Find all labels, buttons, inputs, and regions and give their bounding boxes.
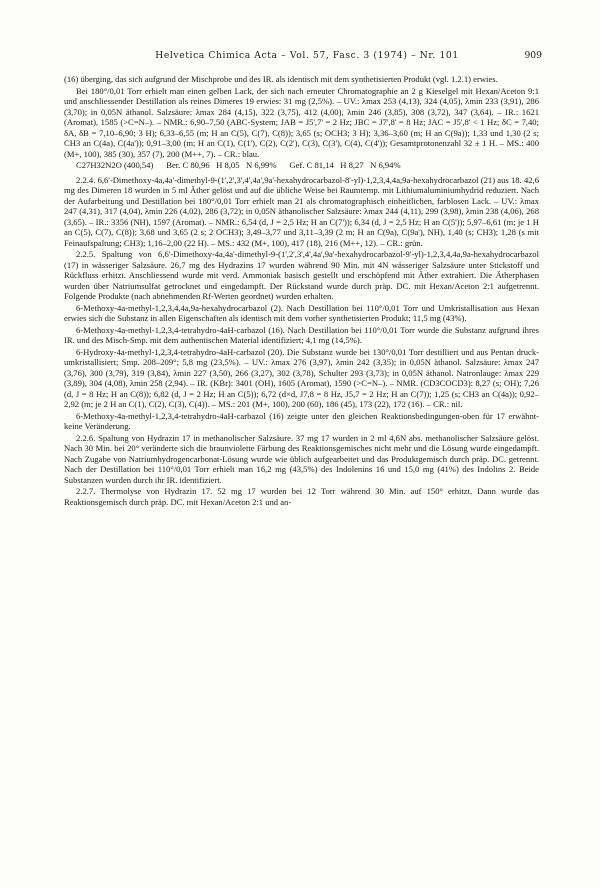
section-2-2-5: 2.2.5. Spaltung von 6,6'-Dimethoxy-4a,4a'-dimethyl-9-(1',2',3',4',4a',9a'-hexahydrocarbazol-9'-yl)-1,2,3,4,4a,9a-hexahydrocarbazol (17) in wässeriger Salzsäure. 26,7 mg des Hydrazins 17 wurden während 90 Min. mit 4N wässeriger Salzsäure unter Stickstoff und Rückfluss erhitzt. Anschliessend wurde mit verd. Ammoniak basisch gestellt und erschöpfend mit Äther extrahiert. Die Ätherphasen wurden über Natriumsulfat getrocknet und eingedampft. Der Rückstand wurde durch präp. DC. mit Hexan/Aceton 2:1 aufgetrennt. Folgende Produkte (nach abnehmenden Rf-Werten geordnet) wurden erhalten. xyxy=(64,249,539,301)
page-number: 909 xyxy=(524,50,542,61)
paragraph-dimer-19: Bei 180°/0,01 Torr erhielt man einen gelben Lack, der sich nach erneuter Chromatographie an 2 g Kieselgel mit Hexan/Aceton 9:1 und anschliessender Destillation als reines Dimeres 19 erwies: 31 mg (2,5%). – UV.: λmax 253 (4,13), 324 (4,05), λmin 233 (3,91), 286 (3,70); in 0,05N äthanol. Salzsäure: λmax 284 (4,15), 322 (3,75), 412 (4,00), λmin 246 (3,85), 308 (3,72), 347 (3,64). – IR.: 1621 (Aromat), 1585 (>C=N–). – NMR.: 6,90–7,50 (ABC-System; JAB = J5',7' = 2 Hz; JBC = J7',8' = 8 Hz; JAC = J5',8' < 1 Hz; δC = 7,40; δA, δB = 7,10–6,90; 3 H); 6,33–6,55 (m; H an C(5), C(7), C(8)); 3,65 (s; OCH3; 3 H); 3,36–3,60 (m; H an C(9a)); 1,33 und 1,30 (2 s; CH3 an C(4a), C(4a')); 0,91–3,00 (m; H an C(1), C(1'), C(2), C(2'), C(3), C(3'), C(4), C(4')); Gesamtprotonenzahl 32 ± 1 H. – MS.: 400 (M+, 100), 385 (30), 357 (7), 200 (M++, 7). – CR.: blau. xyxy=(64,85,539,159)
journal-header-title: Helvetica Chimica Acta – Vol. 57, Fasc. 3 (1974) – Nr. 101 xyxy=(155,50,459,61)
product-16: 6-Methoxy-4a-methyl-1,2,3,4-tetrahydro-4aH-carbazol (16). Nach Destillation bei 110°/0,01 Torr wurde die Substanz aufgrund ihres IR. und des Misch-Smp. mit dem authentischen Material identifiziert; 4,1 mg (14,5%). xyxy=(64,324,539,345)
product-2: 6-Methoxy-4a-methyl-1,2,3,4,4a,9a-hexahydrocarbazol (2). Nach Destillation bei 110°/0,01 Torr und Umkristallisation aus Hexan erwies sich die Substanz in allen Eigenschaften als identisch mit dem vorher synthetisierten Produkt; 11,5 mg (43%). xyxy=(64,302,539,323)
running-header xyxy=(72,50,542,64)
elemental-analysis-formula: C27H32N2O (400,54) Ber. C 80,96 H 8,05 N 6,99% Gef. C 81,14 H 8,27 N 6,94% xyxy=(76,160,401,170)
section-2-2-6: 2.2.6. Spaltung von Hydrazin 17 in methanolischer Salzsäure. 37 mg 17 wurden in 2 ml 4,6N abs. methanolischer Salzsäure gelöst. Nach 30 Min. bei 20° veränderte sich die braunviolette Färbung des Reaktionsgemisches nicht mehr und die Lösung wurde eingedampft. Nach Zugabe von Natriumhydrogencarbonat-Lösung wurde wie üblich aufgearbeitet und das Produktgemisch durch präp. DC. getrennt. Nach der Destillation bei 110°/0,01 Torr erhielt man 16,2 mg (43,5%) des Indolenins 16 und 15,0 mg (41%) des Indolins 2. Beide Substanzen wurden durch ihr IR. identifiziert. xyxy=(64,432,539,485)
section-2-2-4: 2.2.4. 6,6'-Dimethoxy-4a,4a'-dimethyl-9-(1',2',3',4',4a',9a'-hexahydrocarbazol-8'-yl)-1,2,3,4,4a,9a-hexahydrocarbazol (21) aus 18. 42,6 mg des Dimeren 18 wurden in 5 ml Äther gelöst und auf die übliche Weise bei Raumtemp. mit Lithiumaluminiumhydrid reduziert. Nach der Aufarbeitung und Destillation bei 180°/0,01 Torr erhielt man 21 als chromatographisch einheitlichen, farblosen Lack. – UV.: λmax 247 (4,31), 317 (4,04), λmin 226 (4,02), 286 (3,72); in 0,05N äthanolischer Salzsäure: λmax 244 (4,11), 299 (3,98), λmin 238 (4,06), 268 (3,65). – IR.: 3356 (NH), 1597 (Aromat). – NMR.: 6,54 (d, J = 2,5 Hz; H an C(7')); 6,34 (d, J = 2,5 Hz; H an C(5')); 5,97–6,61 (m; je 1 H an C(5), C(7), C(8)); 3,68 und 3,65 (2 s; 2 OCH3); 3,49–3,77 und 3,11–3,39 (2 m; H an C(9a), C(9a'), NH), 1,40 (s; CH3); 1,28 (s mit Feinaufspaltung; CH3); 1,16–2,00 (22 H). – MS.: 432 (M+, 100), 417 (18), 216 (M++, 12). – CR.: grün. xyxy=(64,174,539,248)
section-2-2-7: 2.2.7. Thermolyse von Hydrazin 17. 52 mg 17 wurden bei 12 Torr während 30 Min. auf 150° erhitzt. Dann wurde das Reaktionsgemisch durch präp. DC. mit Hexan/Aceton 2:1 und an- xyxy=(64,486,539,507)
product-20: 6-Hydroxy-4a-methyl-1,2,3,4-tetrahydro-4aH-carbazol (20). Die Substanz wurde bei 130°/0,01 Torr destilliert und aus Pentan druck-umkristallisiert; Smp. 208–209°; 5,8 mg (23,5%). – UV.: λmax 276 (3,97), λmin 242 (3,35); in 0,05N äthanol. Salzsäure: λmax 247 (3,76), 300 (3,79), 319 (3,84), λmin 227 (3,50), 266 (3,27), 302 (3,78), Schulter 293 (3,73); in 0,05N äthanol. Natronlauge: λmax 229 (3,89), 304 (4,08), λmin 258 (2,94). – IR. (KBr): 3401 (OH), 1605 (Aromat), 1590 (>C=N–). – NMR. (CD3COCD3): 8,27 (s; OH); 7,26 (d, J = 8 Hz; H an C(8)); 6,82 (d, J = 2 Hz; H an C(5)); 6,72 (d×d, J7,8 = 8 Hz, J5,7 = 2 Hz; H an C(7)); 1,25 (s; CH3 an C(4a)); 0,92–2,92 (m; je 2 H an C(1), C(2), C(3), C(4)). – MS.: 201 (M+, 100), 200 (60), 186 (45), 173 (22), 172 (16). – CR.: nil. xyxy=(64,346,539,409)
paragraph-continuation: (16) überging, das sich aufgrund der Mischprobe und des IR. als identisch mit dem synthetisierten Produkt (vgl. 1.2.1) erwies. xyxy=(64,74,498,84)
article-body xyxy=(64,74,539,508)
control-experiment-16: 6-Methoxy-4a-methyl-1,2,3,4-tetrahydro-4aH-carbazol (16) zeigte unter den gleichen Reaktionsbedingungen-oben für 17 erwähnt-keine Veränderung. xyxy=(64,410,539,431)
